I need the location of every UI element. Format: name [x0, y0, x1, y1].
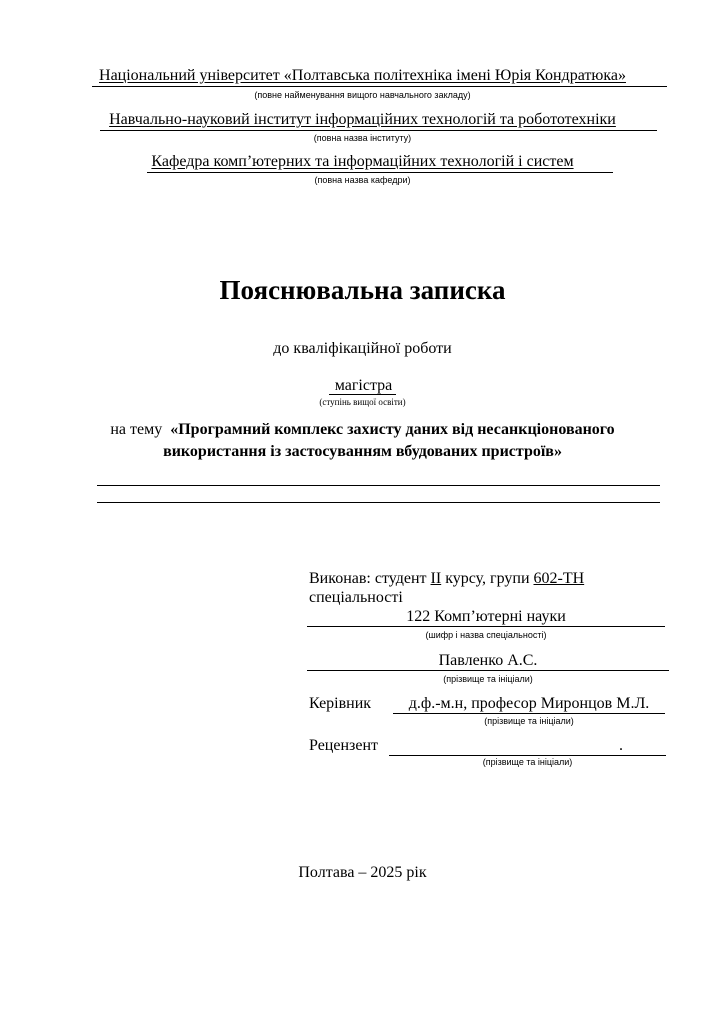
reviewer-caption: (прізвище та ініціали) — [482, 757, 573, 767]
author-group: 602-ТН — [533, 570, 585, 587]
degree-value — [0, 377, 725, 395]
institute-caption: (повна назва інституту) — [313, 133, 412, 143]
university-caption: (повне найменування вищого навчального закладу) — [254, 90, 471, 100]
topic-line-1 — [0, 419, 725, 441]
degree-caption: (ступінь вищої освіти) — [319, 397, 406, 407]
author-name-caption: (прізвище та ініціали) — [443, 674, 533, 684]
university-underline — [92, 86, 667, 87]
university-name: Національний університет «Полтавська політехніка імені Юрія Кондратюка» — [99, 67, 626, 84]
reviewer-field — [389, 737, 666, 756]
reviewer-dot: . — [619, 737, 623, 754]
topic-blank-line-2 — [97, 502, 660, 503]
topic-open-quote: « — [170, 421, 179, 438]
author-line — [309, 570, 584, 588]
institute-underline — [100, 130, 657, 131]
department-underline — [147, 172, 613, 173]
specialty-caption: (шифр і назва спеціальності) — [425, 630, 547, 640]
supervisor-name: д.ф.-м.н, професор Миронцов М.Л. — [393, 695, 665, 714]
topic-line-2 — [0, 441, 725, 463]
department-name: Кафедра комп’ютерних та інформаційних технологій і систем — [151, 153, 574, 170]
topic-prefix: на тему — [110, 421, 163, 438]
topic-text-2: використання із застосуванням вбудованих пристроїв» — [163, 443, 562, 460]
document-title: Пояснювальна записка — [219, 275, 506, 305]
supervisor-caption: (прізвище та ініціали) — [484, 716, 574, 726]
topic-blank-line-1 — [97, 485, 660, 486]
document-subtitle: до кваліфікаційної роботи — [273, 340, 452, 357]
author-prefix: Виконав: студент — [309, 570, 431, 587]
reviewer-label: Рецензент — [309, 737, 378, 754]
topic-text-1: Програмний комплекс захисту даних від несанкціонованого — [178, 421, 615, 438]
department-caption: (повна назва кафедри) — [314, 175, 411, 185]
footer-city-year: Полтава – 2025 рік — [298, 864, 427, 881]
supervisor-label: Керівник — [309, 695, 372, 712]
specialty-label: спеціальності — [309, 589, 403, 606]
author-course: II — [430, 570, 442, 587]
author-course-suffix: курсу, групи — [441, 570, 534, 587]
degree-text: магістра — [329, 378, 397, 395]
institute-name: Навчально-науковий інститут інформаційних технологій та робототехніки — [109, 111, 616, 128]
author-name: Павленко А.С. — [307, 652, 669, 671]
specialty-value: 122 Комп’ютерні науки — [307, 608, 665, 627]
